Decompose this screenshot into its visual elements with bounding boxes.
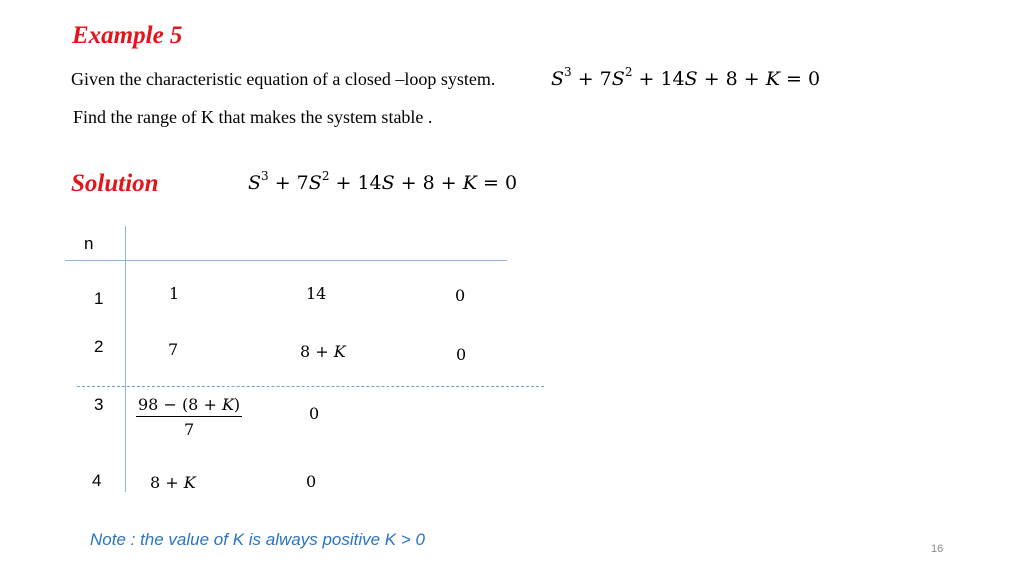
row1-col3: 0 [455,286,466,305]
fraction-denominator: 7 [183,420,195,439]
slide-title: Example 5 [72,22,183,49]
table-vertical-divider [125,226,126,492]
row1-col1: 1 [169,284,180,303]
row-label-3: 3 [94,395,104,414]
solution-label: Solution [71,170,159,197]
solution-equation: $S^3 + 7S^2 + 14S + 8 + K = 0$ [248,169,518,194]
row1-col2: 14 [306,284,327,303]
row-label-1: 1 [94,289,104,308]
row-label-4: 4 [92,471,102,490]
row4-col1: 8 + K [150,473,196,492]
row3-fraction [136,395,242,439]
row2-col1: 7 [168,340,179,359]
row3-col2: 0 [309,404,320,423]
row2-col3: 0 [456,345,467,364]
table-dashed-divider [77,386,544,387]
characteristic-equation: $S^3 + 7S^2 + 14S + 8 + K = 0$ [551,65,821,90]
page-number: 16 [931,543,944,555]
given-text: Given the characteristic equation of a closed –loop system. [71,69,496,89]
table-header-n: n [84,234,94,253]
find-text: Find the range of K that makes the system stable . [73,107,433,127]
table-header-divider [65,260,507,261]
row2-col2: 8 + K [300,342,346,361]
fraction-numerator: 98 − (8 + K) [136,395,242,417]
row-label-2: 2 [94,337,104,356]
row4-col2: 0 [306,472,317,491]
note-text: Note : the value of K is always positive K > 0 [90,530,425,549]
